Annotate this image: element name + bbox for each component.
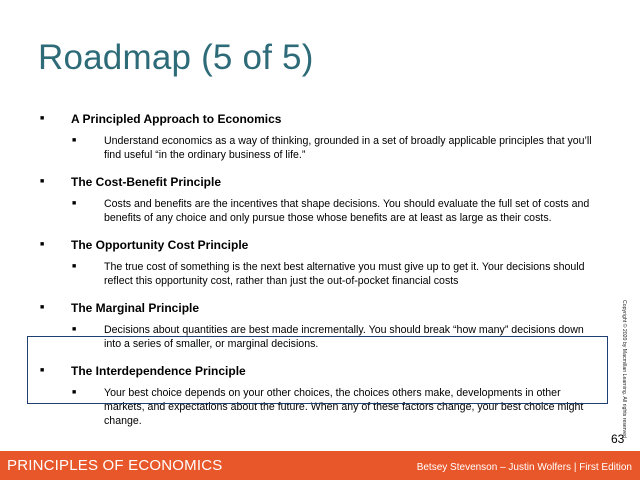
heading-text: A Principled Approach to Economics	[71, 112, 282, 126]
heading-text: The Opportunity Cost Principle	[71, 238, 249, 252]
item-text: Decisions about quantities are best made incrementally. You should break “how many” decisions down into a series of smaller, or marginal decisions.	[104, 324, 584, 350]
bullet-icon: ■	[40, 367, 45, 374]
bullet-icon: ■	[72, 263, 77, 270]
footer-book-title: PRINCIPLES OF ECONOMICS	[7, 457, 223, 474]
section-opportunity-cost	[0, 238, 610, 288]
heading-text: The Interdependence Principle	[71, 364, 246, 378]
item-text: Costs and benefits are the incentives that shape decisions. You should evaluate the full set of costs and benefits of any choice and only pursue those whose benefits are at least as large as their costs.	[104, 198, 590, 224]
section-principled-approach	[0, 112, 610, 162]
item-text: Understand economics as a way of thinking, grounded in a set of broadly applicable principles that you’ll find useful “in the ordinary business of life.”	[104, 135, 592, 161]
highlight-box	[27, 336, 608, 404]
bullet-icon: ■	[72, 137, 77, 144]
copyright-notice: Copyright © 2020 by Macmillan Learning. All rights reserved	[621, 300, 627, 438]
section-heading	[0, 112, 610, 126]
bullet-icon: ■	[72, 200, 77, 207]
section-heading	[0, 238, 610, 252]
heading-text: The Cost-Benefit Principle	[71, 175, 222, 189]
bullet-icon: ■	[40, 115, 45, 122]
bullet-icon: ■	[40, 304, 45, 311]
bullet-icon: ■	[40, 241, 45, 248]
section-heading	[0, 301, 610, 315]
footer-authors: Betsey Stevenson – Justin Wolfers | First Edition	[416, 462, 632, 473]
heading-text: The Marginal Principle	[71, 301, 200, 315]
section-heading	[0, 175, 610, 189]
section-item	[0, 197, 610, 225]
bullet-icon: ■	[72, 389, 77, 396]
bullet-icon: ■	[72, 326, 77, 333]
footer-bar	[0, 451, 640, 480]
item-text: Your best choice depends on your other choices, the choices others make, developments in other markets, and expectations about the future. When any of these factors change, your best choice might change.	[104, 387, 584, 427]
section-cost-benefit	[0, 175, 610, 225]
section-item	[0, 260, 610, 288]
bullet-icon: ■	[40, 178, 45, 185]
section-item	[0, 134, 610, 162]
page-number: 63	[611, 432, 625, 446]
item-text: The true cost of something is the next best alternative you must give up to get it. Your decisions should reflect this opportunity cost, rather than just the out-of-pocket financial costs	[104, 261, 585, 287]
slide-title: Roadmap (5 of 5)	[38, 38, 314, 77]
